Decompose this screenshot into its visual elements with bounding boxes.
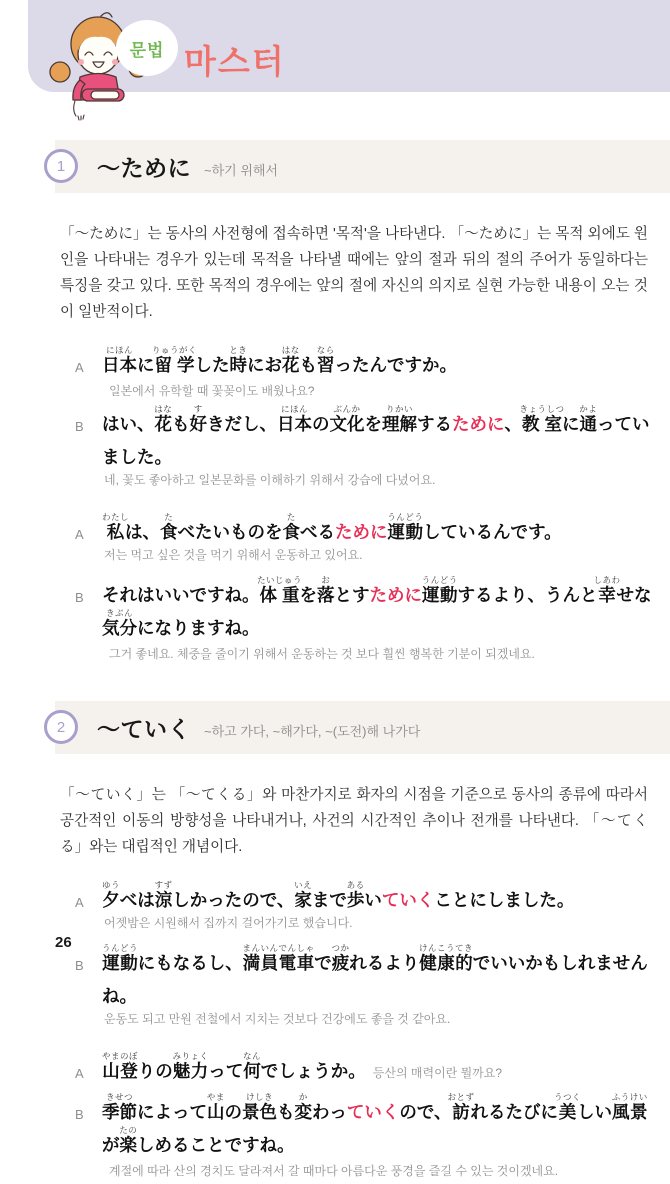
dialogue-row [75, 345, 670, 400]
dialogue-row [75, 943, 670, 1035]
page-number: 26 [55, 934, 72, 951]
section-2-header [55, 701, 670, 754]
section-1-header [55, 140, 670, 193]
speaker-label: B [75, 419, 84, 434]
dialogue-row [75, 404, 670, 496]
korean-translation: 그거 좋네요. 체중을 줄이기 위해서 운동하는 것 보다 훨씬 행복한 기분이 되겠네요. [109, 647, 535, 661]
korean-translation: 등산의 매력이란 뭘까요? [372, 1066, 503, 1080]
korean-translation: 어젯밤은 시원해서 집까지 걸어가기로 했습니다. [104, 916, 353, 930]
japanese-sentence: はい、花はなも好すきだし、日本にほんの文化ぶんかを理解りかいするために、教室きょうしつに通かよっていました。 [102, 404, 650, 467]
japanese-sentence: 夕ゆうべは涼すずしかったので、家いえまで歩あるいていくことにしました。 [102, 880, 575, 910]
dialogue-line [102, 512, 662, 571]
korean-translation: 일본에서 유학할 때 꽃꽂이도 배웠나요? [109, 384, 315, 398]
dialogue-line [102, 1051, 662, 1088]
section-2-explanation: 「〜ていく」는 「〜てくる」와 마찬가지로 화자의 시점을 기준으로 동사의 종류에 따라서 공간적인 이동의 방향성을 나타내거나, 사건의 시간적인 추이나 전개를 나타낸다. 「〜てくる」와는 대립적인 개념이다. [60, 787, 648, 855]
korean-translation: 저는 먹고 싶은 것을 먹기 위해서 운동하고 있어요. [104, 548, 363, 562]
korean-translation: 계절에 따라 산의 경치도 달라져서 갈 때마다 아름다운 풍경을 즐길 수 있는 것이겠네요. [109, 1164, 559, 1178]
speech-bubble [116, 20, 178, 76]
section-2-subtitle: ~하고 가다, ~해가다, ~(도전)해 나가다 [204, 724, 421, 739]
section-1-number-badge: 1 [44, 149, 78, 183]
dialogue-row [75, 1051, 670, 1088]
section-1-subtitle: ~하기 위해서 [204, 163, 278, 178]
bubble-label: 문법 [129, 40, 165, 60]
dialogue-line [102, 880, 662, 939]
section-1-explanation: 「〜ために」는 동사의 사전형에 접속하면 '목적'을 나타낸다. 「〜ために」는 목적 외에도 원인을 나타내는 경우가 있는데 목적을 나타낼 때에는 앞의 절과 뒤의 절의 주어가 동일하다는 특징을 갖고 있다. 또한 목적의 경우에는 앞의 절에 자신의 의지로 실현 가능한 내용이 오는 것이 일반적이다. [60, 226, 648, 320]
speaker-label: B [75, 958, 84, 973]
dialogue-line [102, 1092, 662, 1180]
section-2-title: 〜ていく [97, 716, 191, 742]
speaker-label: A [75, 1066, 84, 1081]
page-title: 마스터 [184, 43, 286, 80]
korean-translation: 운동도 되고 만원 전철에서 지치는 것보다 건강에도 좋을 것 같아요. [104, 1012, 451, 1026]
section-1-title: 〜ために [97, 155, 191, 181]
japanese-sentence: 私わたしは、食たべたいものを食たべるために運動うんどうしているんです。 [102, 512, 562, 542]
japanese-sentence: それはいいですね。体重たいじゅうを落おとすために運動うんどうするより、うんと幸しあわせな気分きぶんになりますね。 [102, 575, 652, 638]
speaker-label: A [75, 527, 84, 542]
japanese-sentence: 山登やまのぼりの魅力みりょくって何なんでしょうか。 [102, 1051, 366, 1081]
dialogue-row [75, 1092, 670, 1180]
korean-translation: 네, 꽃도 좋아하고 일본문화를 이해하기 위해서 강습에 다녔어요. [104, 473, 436, 487]
dialogue-row [75, 880, 670, 939]
section-2-dialogues [75, 880, 670, 1180]
dialogue-line [102, 404, 662, 496]
japanese-sentence: 運動うんどうにもなるし、満員電車まんいんでんしゃで疲つかれるより健康的けんこうてきでいいかもしれませんね。 [102, 943, 648, 1006]
japanese-sentence: 季節きせつによって山やまの景色けしきも変かわっていくので、訪おとずれるたびに美うつくしい風景ふうけいが楽たのしめることですね。 [102, 1092, 648, 1155]
dialogue-row [75, 512, 670, 571]
dialogue-line [102, 575, 662, 663]
dialogue-line [102, 345, 662, 400]
japanese-sentence: 日本にほんに留学りゅうがくした時ときにお花はなも習ならったんですか。 [102, 345, 458, 375]
section-2-number-badge: 2 [44, 710, 78, 744]
dialogue-row [75, 575, 670, 663]
speaker-label: A [75, 360, 84, 375]
section-1-dialogues [75, 345, 670, 663]
speaker-label: B [75, 590, 84, 605]
speaker-label: B [75, 1107, 84, 1122]
dialogue-line [102, 943, 662, 1035]
speaker-label: A [75, 895, 84, 910]
